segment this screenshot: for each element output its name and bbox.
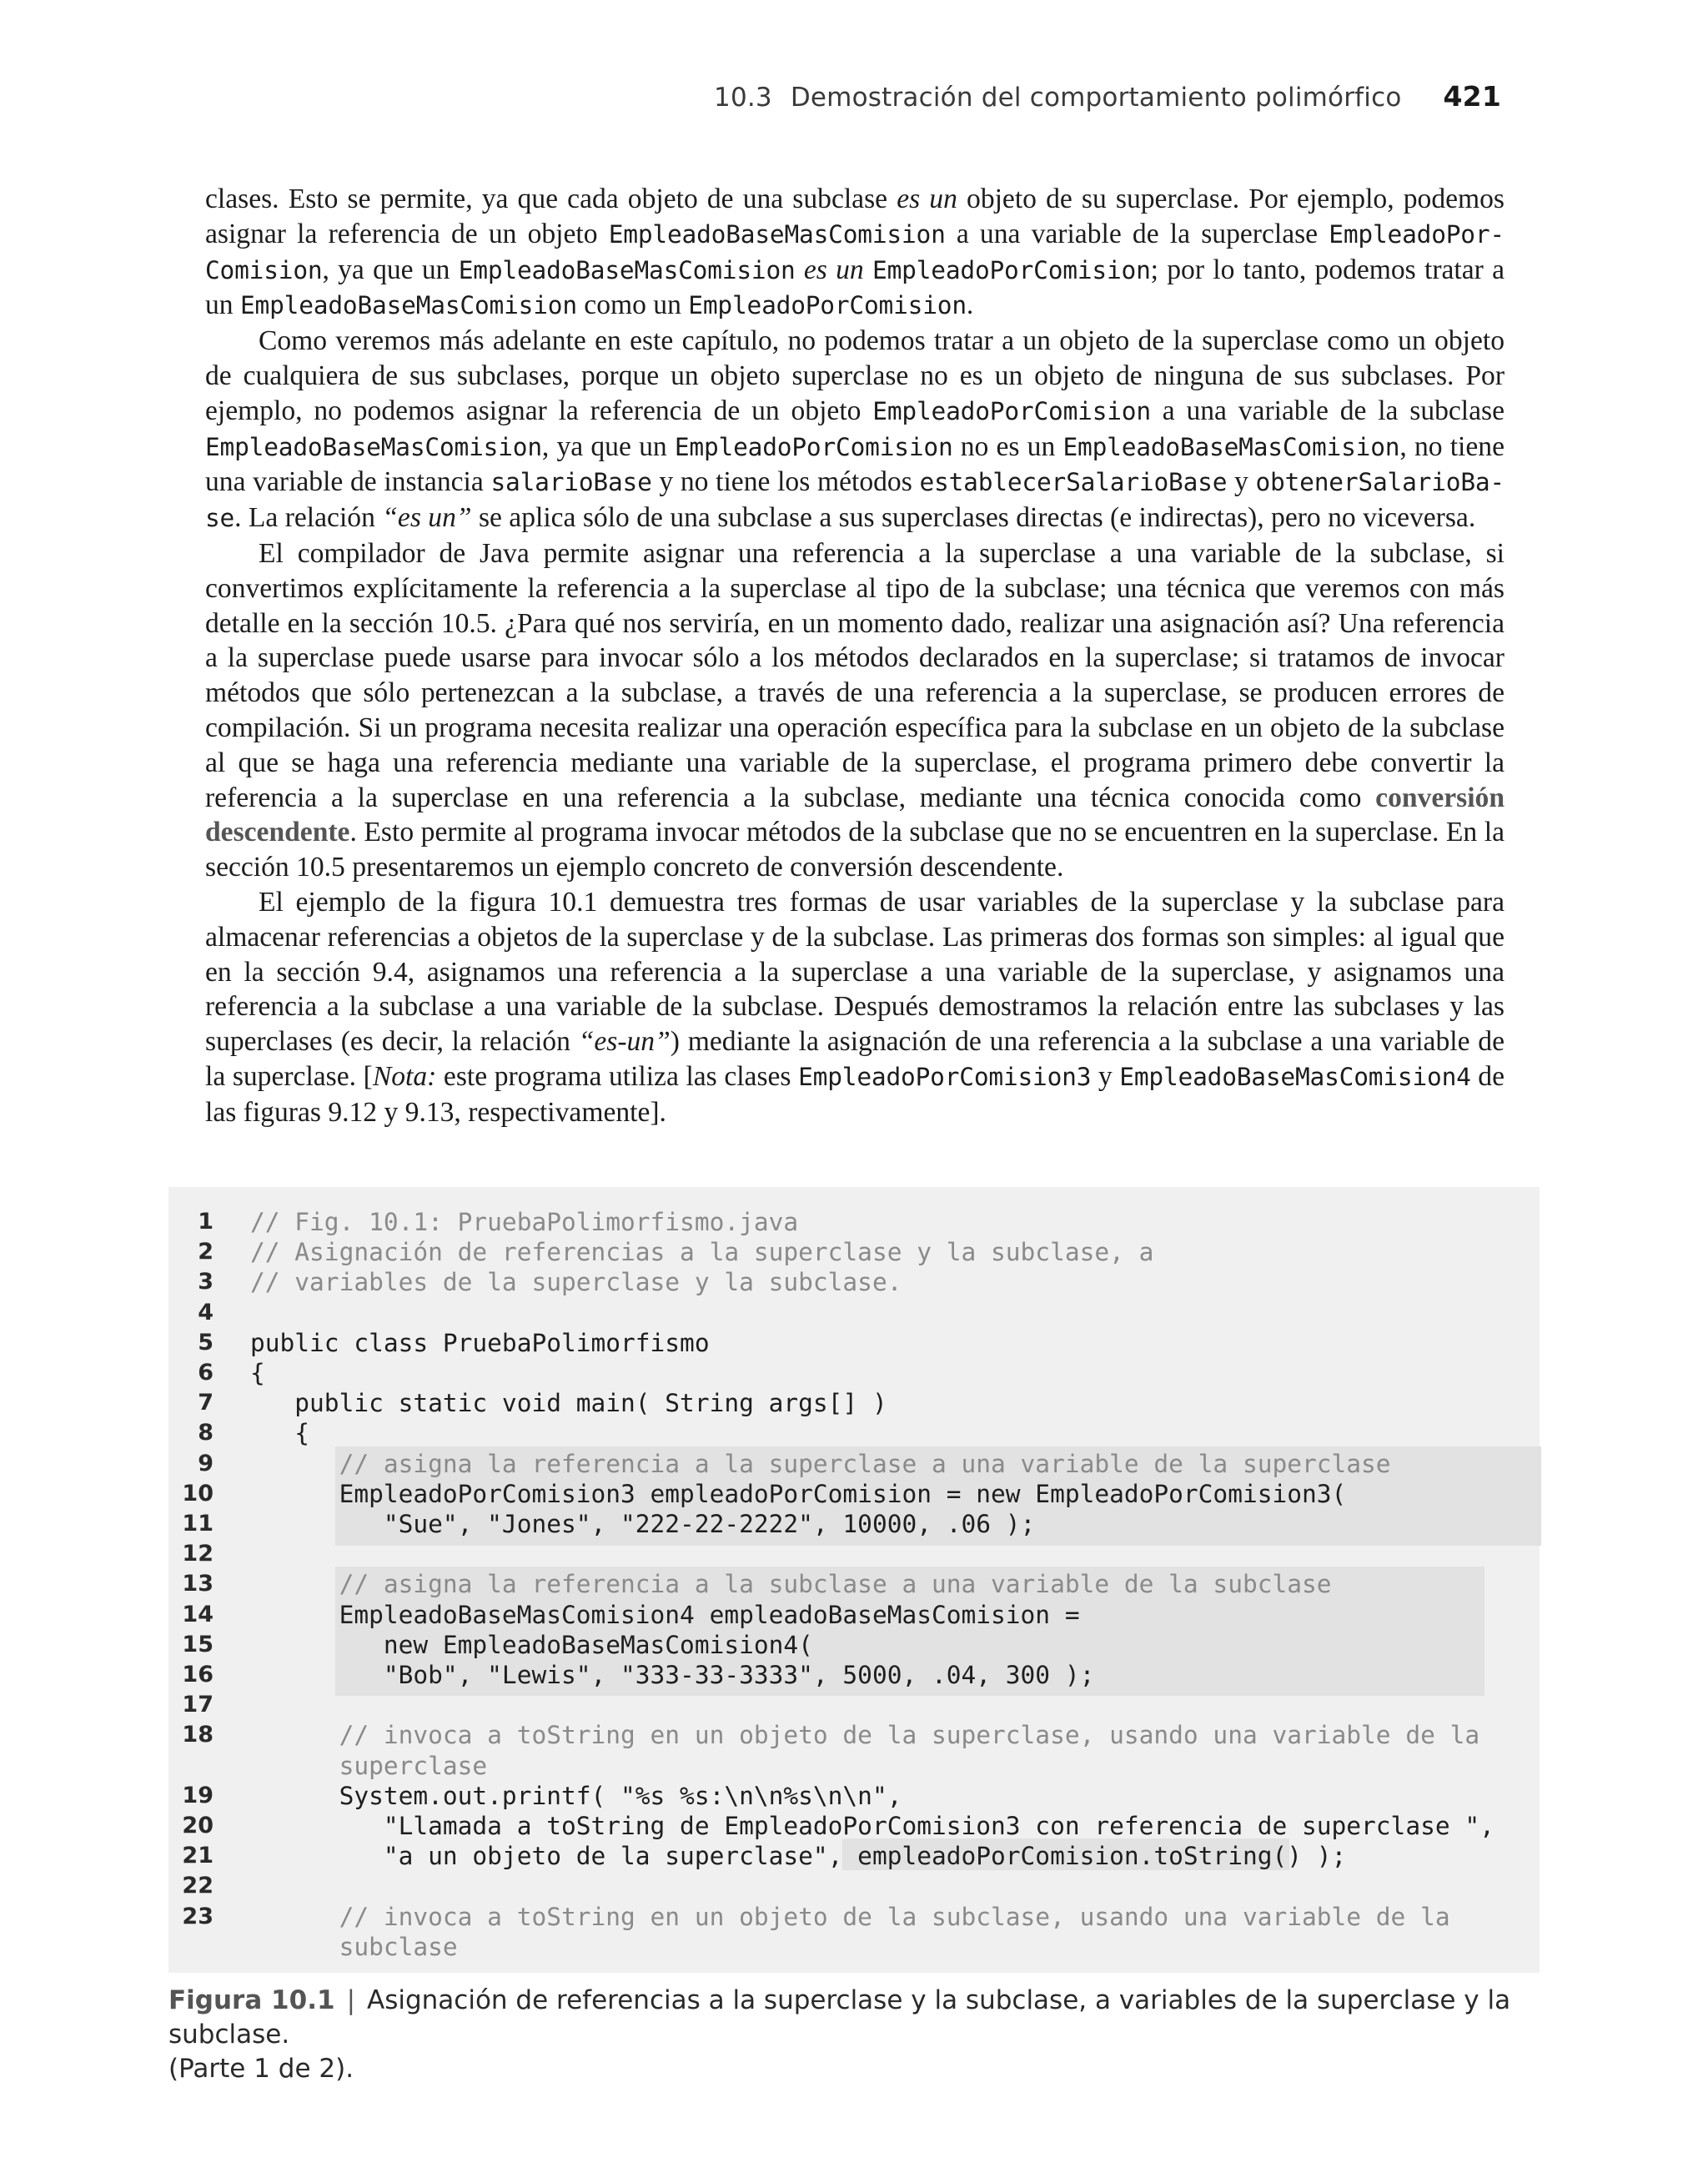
code-line bbox=[168, 1781, 902, 1811]
text: este programa utiliza las clases bbox=[436, 1060, 799, 1092]
emphasis: es un bbox=[897, 184, 957, 214]
code-line bbox=[168, 1479, 1346, 1509]
line-number: 7 bbox=[198, 1390, 214, 1416]
code-identifier: EmpleadoPorComision bbox=[872, 255, 1151, 284]
paragraph-3 bbox=[205, 536, 1505, 885]
text: Como veremos más adelante en este capítulo, no podemos tratar a un objeto de la superclase como un objeto de cualquiera de sus subclases, porque un objeto superclase no es un objeto de ninguna de sus subclases. Por ejemplo, no podemos asignar la referencia de un objeto bbox=[205, 325, 1505, 426]
code-text: "Sue", "Jones", "222-22-2222", 10000, .06 ); bbox=[250, 1510, 1036, 1538]
code-line bbox=[168, 1871, 250, 1901]
text: a una variable de la subclase bbox=[1150, 395, 1505, 426]
emphasis: es un bbox=[803, 254, 864, 285]
code-text: EmpleadoPorComision3 empleadoPorComision = new EmpleadoPorComision3( bbox=[250, 1479, 1347, 1508]
line-number: 13 bbox=[182, 1571, 214, 1597]
text: a una variable de la superclase bbox=[945, 218, 1329, 249]
text: objeto de su superclase. Por ejemplo, podemos asignar la referencia de un objeto bbox=[205, 184, 1505, 249]
caption-text: Asignación de referencias a la superclase y la subclase, a variables de la superclase y la subclase. bbox=[168, 1985, 1511, 2050]
key-term: conversión descendente bbox=[205, 782, 1505, 848]
code-text: EmpleadoBaseMasComision4 empleadoBaseMasComision = bbox=[250, 1600, 1080, 1629]
running-head bbox=[714, 80, 1501, 113]
code-text: System.out.printf( "%s %s:\n\n%s\n\n", bbox=[250, 1781, 902, 1810]
paragraph-1 bbox=[205, 182, 1505, 324]
code-line bbox=[168, 1569, 1332, 1599]
code-identifier: salarioBase bbox=[490, 468, 652, 497]
text: . Esto permite al programa invocar métodos de la subclase que no se encuentren en la superclase. En la sección 10.5 presentaremos un ejemplo concreto de conversión descendente. bbox=[205, 817, 1505, 883]
code-listing bbox=[168, 1187, 1540, 1973]
code-identifier: EmpleadoPorComision bbox=[674, 432, 953, 461]
code-identifier: EmpleadoPorComision3 bbox=[798, 1062, 1092, 1091]
code-text: subclase bbox=[250, 1932, 458, 1961]
emphasis: “es un” bbox=[382, 502, 472, 534]
line-number: 15 bbox=[182, 1631, 214, 1657]
code-text: new EmpleadoBaseMasComision4( bbox=[250, 1630, 813, 1659]
line-number: 23 bbox=[182, 1903, 214, 1929]
text: El compilador de Java permite asignar una referencia a la superclase a una variable de la subclase, si convertimos explícitamente la referencia a la superclase al tipo de la subclase; una técnica que veremos con más detalle en la sección 10.5. ¿Para qué nos serviría, en un momento dado, realizar una asignación así? Una referencia a la superclase puede usarse para invocar sólo a los métodos declarados en la superclase; si tratamos de invocar métodos que sólo pertenezcan a la subclase, a través de una referencia a la superclase, se producen errores de compilación. Si un programa necesita realizar una operación específica para la subclase en un objeto de la subclase al que se haga una referencia mediante una variable de la superclase, el programa primero debe convertir la referencia a la superclase en una referencia a la subclase, mediante una técnica conocida como bbox=[205, 537, 1505, 813]
code-text: { bbox=[250, 1359, 265, 1387]
code-line bbox=[168, 1630, 813, 1660]
line-number: 14 bbox=[182, 1601, 214, 1627]
text: El ejemplo de la figura 10.1 demuestra tres formas de usar variables de la superclase y la subclase para almacenar referencias a objetos de la superclase y de la subclase. Las primeras dos formas son simples: al igual que en la sección 9.4, asignamos una referencia a la superclase a una variable de la superclase, y asignamos una referencia a la subclase a una variable de la subclase. Después demostramos la relación entre las subclases y las superclases (es decir, la relación bbox=[205, 886, 1505, 1058]
code-line bbox=[168, 1328, 710, 1358]
text: , no tiene una variable de instancia bbox=[205, 430, 1505, 498]
code-text: // Fig. 10.1: PruebaPolimorfismo.java bbox=[250, 1208, 799, 1236]
code-identifier: EmpleadoPorComision bbox=[688, 291, 967, 320]
line-number: 12 bbox=[182, 1541, 214, 1567]
code-line bbox=[168, 1449, 1391, 1479]
code-line bbox=[168, 1298, 250, 1328]
text: . bbox=[966, 289, 974, 321]
code-line bbox=[168, 1509, 1035, 1539]
code-line bbox=[168, 1841, 1346, 1871]
line-number bbox=[168, 1932, 214, 1962]
code-text: { bbox=[250, 1419, 310, 1448]
code-line bbox=[168, 1207, 798, 1237]
code-text: public static void main( String args[] ) bbox=[250, 1389, 887, 1418]
text: , ya que un bbox=[541, 430, 675, 462]
line-number: 21 bbox=[182, 1843, 214, 1869]
code-text: // asigna la referencia a la superclase a una variable de la superclase bbox=[250, 1449, 1391, 1478]
line-number: 8 bbox=[198, 1420, 214, 1446]
line-number: 4 bbox=[198, 1299, 214, 1325]
code-identifier: EmpleadoBaseMasComision bbox=[458, 255, 796, 284]
code-line bbox=[168, 1751, 487, 1781]
line-number: 11 bbox=[182, 1511, 214, 1537]
figure-label: Figura 10.1 bbox=[168, 1985, 335, 2015]
code-identifier: EmpleadoPorComision bbox=[872, 396, 1151, 425]
text: clases. Esto se permite, ya que cada objeto de una subclase bbox=[205, 184, 897, 214]
line-number: 10 bbox=[182, 1480, 214, 1506]
line-number: 16 bbox=[182, 1662, 214, 1688]
code-line bbox=[168, 1388, 887, 1418]
section-number: 10.3 bbox=[714, 83, 772, 113]
code-line bbox=[168, 1237, 1153, 1267]
line-number: 5 bbox=[198, 1329, 214, 1356]
code-line bbox=[168, 1600, 1080, 1630]
section-title: Demostración del comportamiento polimórfico bbox=[790, 83, 1402, 113]
figure-caption bbox=[168, 1984, 1536, 2086]
code-identifier: EmpleadoBaseMasComision4 bbox=[1119, 1062, 1471, 1091]
code-line bbox=[168, 1932, 458, 1962]
code-text: "Llamada a toString de EmpleadoPorComision3 con referencia de superclase ", bbox=[250, 1812, 1494, 1840]
line-number: 18 bbox=[182, 1722, 214, 1748]
line-number: 17 bbox=[182, 1692, 214, 1718]
text bbox=[796, 254, 804, 285]
code-identifier: EmpleadoPor-Comision bbox=[205, 219, 1505, 284]
emphasis: “es-un” bbox=[578, 1026, 671, 1058]
code-line bbox=[168, 1720, 1479, 1750]
code-line bbox=[168, 1811, 1494, 1841]
line-number: 2 bbox=[198, 1239, 214, 1265]
caption-separator: | bbox=[346, 1985, 356, 2015]
code-line bbox=[168, 1267, 902, 1297]
line-number: 1 bbox=[198, 1209, 214, 1235]
code-identifier: obtenerSalarioBa-se bbox=[205, 468, 1505, 533]
line-number: 19 bbox=[182, 1782, 214, 1808]
text: como un bbox=[576, 289, 689, 321]
text: no es un bbox=[952, 430, 1063, 462]
code-line bbox=[168, 1418, 309, 1448]
text: ) mediante la asignación de una referencia a la subclase a una variable de la superclase. bbox=[205, 1026, 1505, 1092]
line-number: 20 bbox=[182, 1813, 214, 1838]
text: y no tiene los métodos bbox=[651, 466, 920, 498]
emphasis: Nota: bbox=[372, 1060, 437, 1092]
text: de las figuras 9.12 y 9.13, respectivamente]. bbox=[205, 1060, 1505, 1128]
text: y bbox=[1091, 1060, 1120, 1092]
page-number: 421 bbox=[1443, 80, 1501, 113]
text: ; por lo tanto, podemos tratar a un bbox=[205, 254, 1505, 321]
line-number: 3 bbox=[198, 1269, 214, 1295]
line-number: 9 bbox=[198, 1450, 214, 1476]
caption-part: (Parte 1 de 2). bbox=[168, 2054, 354, 2084]
code-identifier: EmpleadoBaseMasComision bbox=[205, 432, 542, 461]
code-text: // invoca a toString en un objeto de la superclase, usando una variable de la bbox=[250, 1721, 1480, 1750]
text bbox=[864, 254, 872, 285]
code-text: // variables de la superclase y la subclase. bbox=[250, 1268, 902, 1297]
code-text: "Bob", "Lewis", "333-33-3333", 5000, .04, 300 ); bbox=[250, 1661, 1095, 1689]
text: , ya que un bbox=[322, 254, 459, 285]
text: se aplica sólo de una subclase a sus superclases directas (e indirectas), pero no viceversa. bbox=[471, 502, 1476, 534]
code-line bbox=[168, 1902, 1450, 1932]
code-text: // Asignación de referencias a la superclase y la subclase, a bbox=[250, 1238, 1154, 1267]
code-identifier: EmpleadoBaseMasComision bbox=[1062, 432, 1400, 461]
code-text: "a un objeto de la superclase", empleadoPorComision.toString() ); bbox=[250, 1842, 1347, 1871]
code-identifier: EmpleadoBaseMasComision bbox=[239, 291, 577, 320]
line-number: 22 bbox=[182, 1873, 214, 1899]
code-identifier: establecerSalarioBase bbox=[919, 468, 1228, 497]
code-text: // invoca a toString en un objeto de la subclase, usando una variable de la bbox=[250, 1902, 1450, 1931]
text: y bbox=[1227, 466, 1256, 498]
code-line bbox=[168, 1690, 250, 1720]
code-identifier: EmpleadoBaseMasComision bbox=[608, 219, 946, 249]
line-number bbox=[168, 1751, 214, 1781]
paragraph-4 bbox=[205, 885, 1505, 1130]
code-line bbox=[168, 1358, 265, 1388]
paragraph-2 bbox=[205, 324, 1505, 536]
body-text bbox=[205, 182, 1505, 1130]
text: [ bbox=[363, 1060, 373, 1092]
code-line bbox=[168, 1660, 1094, 1690]
code-line bbox=[168, 1539, 250, 1569]
text: . La relación bbox=[234, 502, 383, 534]
code-text: // asigna la referencia a la subclase a una variable de la subclase bbox=[250, 1570, 1332, 1599]
line-number: 6 bbox=[198, 1360, 214, 1386]
code-text: superclase bbox=[250, 1751, 488, 1780]
code-text: public class PruebaPolimorfismo bbox=[250, 1328, 710, 1357]
